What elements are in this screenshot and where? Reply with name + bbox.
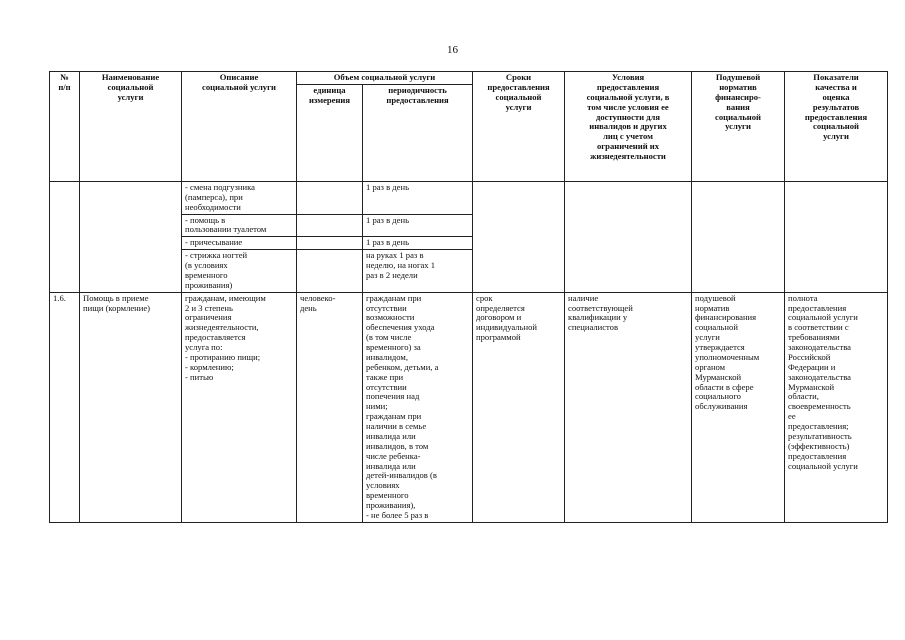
empty-cell — [297, 181, 363, 214]
service-periodicity: гражданам при отсутствии возможности обеспечения ухода (в том числе временного) за инвалидом, ребенком, детьми, а также при отсутствии попечения над ними; гражданам при наличии в семье инвалида или инвалидов, в том числе ребенка- инвалида или детей-инвалидов (в условиях временного проживания), - не более 5 раз в — [363, 292, 473, 522]
empty-cell — [297, 250, 363, 293]
subservice-periodicity: 1 раз в день — [363, 237, 473, 250]
header-periodicity: периодичность предоставления — [363, 84, 473, 181]
social-services-table — [49, 71, 888, 523]
header-normative: Подушевой норматив финансиро- вания социальной услуги — [692, 72, 785, 182]
subservice-description: - причесывание — [182, 237, 297, 250]
empty-cell — [785, 181, 888, 292]
header-volume: Объем социальной услуги — [297, 72, 473, 85]
subservice-description: - стрижка ногтей (в условиях временного проживания) — [182, 250, 297, 293]
service-description: гражданам, имеющим 2 и 3 степень ограничения жизнедеятельности, предоставляется услуга по: - протиранию пищи; - кормлению; - питью — [182, 292, 297, 522]
empty-cell — [50, 181, 80, 292]
empty-cell — [565, 181, 692, 292]
header-num: № п/п — [50, 72, 80, 182]
header-indicators: Показатели качества и оценка результатов предоставления социальной услуги — [785, 72, 888, 182]
service-indicators: полнота предоставления социальной услуги в соответствии с требованиями законодательства Российской Федерации и законодательства Мурманской области, своевременность ее предоставления; результативность (эффективность) предоставления социальной услуги — [785, 292, 888, 522]
subservice-description: - смена подгузника (памперса), при необходимости — [182, 181, 297, 214]
subservice-periodicity: 1 раз в день — [363, 181, 473, 214]
empty-cell — [692, 181, 785, 292]
service-terms: срок определяется договором и индивидуальной программой — [473, 292, 565, 522]
header-terms: Сроки предоставления социальной услуги — [473, 72, 565, 182]
table-row-1-6 — [50, 292, 888, 522]
service-name: Помощь в приеме пищи (кормление) — [80, 292, 182, 522]
header-description: Описание социальной услуги — [182, 72, 297, 182]
service-normative: подушевой норматив финансирования социальной услуги утверждается уполномоченным органом Мурманской области в сфере социального обслуживания — [692, 292, 785, 522]
subservice-periodicity: 1 раз в день — [363, 214, 473, 237]
empty-cell — [80, 181, 182, 292]
row-number: 1.6. — [50, 292, 80, 522]
header-row — [50, 72, 888, 85]
header-conditions: Условия предоставления социальной услуги, в том числе условия ее доступности для инвалидов и других лиц с учетом ограничений их жизнедеятельности — [565, 72, 692, 182]
service-unit: человеко- день — [297, 292, 363, 522]
table-row — [50, 181, 888, 214]
empty-cell — [297, 237, 363, 250]
header-unit: единица измерения — [297, 84, 363, 181]
subservice-description: - помощь в пользовании туалетом — [182, 214, 297, 237]
header-name: Наименование социальной услуги — [80, 72, 182, 182]
empty-cell — [297, 214, 363, 237]
empty-cell — [473, 181, 565, 292]
service-conditions: наличие соответствующей квалификации у специалистов — [565, 292, 692, 522]
subservice-periodicity: на руках 1 раз в неделю, на ногах 1 раз в 2 недели — [363, 250, 473, 293]
page-number: 16 — [447, 44, 458, 56]
